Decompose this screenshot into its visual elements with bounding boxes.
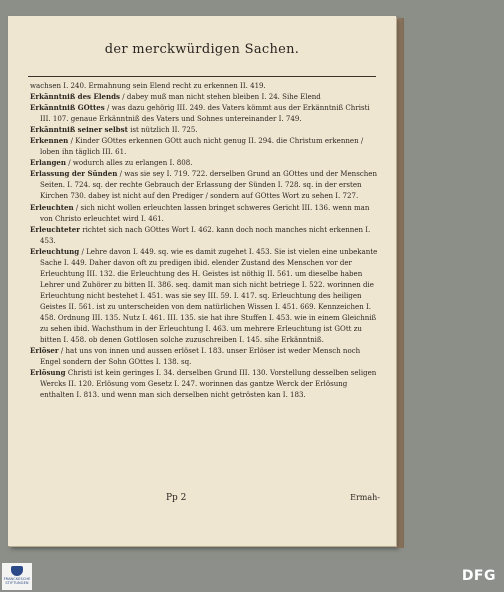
dfg-logo[interactable]: DFG <box>461 568 496 584</box>
entry-text: / Lehre davon I. 449. sq. wie es damit zugehet I. 453. Sie ist vielen eine unbekante Sache I. 449. Daher davon oft zu predigen ibid. elender Zustand des Menschen vor der Erleuchtung III. 132. die Erleuchtung des H. Geistes ist nöthig II. 561. um dieselbe haben Lehrer und Zuhörer zu bitten II. 386. seq. damit man sich nicht betriege I. 522. worinnen die Erleuchtung nicht bestehet I. 451. was sie sey III. 59. I. 417. sq. Erleuchtung des heiligen Geistes II. 561. ist zu unterscheiden von dem natürlichen Wissen I. 451. 669. Kennzeichen I. 458. Ordnung III. 135. Nutz I. 461. III. 135. sie hat ihre Stuffen I. 453. wie in einem Gleichniß zu sehen ibid. Wachsthum in der Erleuchtung I. 463. um mehrere Erleuchtung ist GOtt zu bitten I. 458. ob denen Gottlosen solche zuzuschreiben I. 145. sihe Erkänntniß. <box>40 246 378 345</box>
entry-headword: Erlösung <box>30 368 66 378</box>
entry-headword: Erlangen <box>30 158 66 168</box>
entry-text: / was sie sey I. 719. 722. derselben Grund an GOttes und der Menschen Seiten. I. 724. sq. der rechte Gebrauch der Erlassung der Sünden I. 728. sq. in der ersten Kirchen 730. dabey ist nicht auf den Prediger / sondern auf GOttes Wort zu sehen I. 727. <box>40 169 378 201</box>
entry-text: / was dazu gehörig III. 249. des Vaters kömmt aus der Erkänntniß Christi III. 107. genaue Erkänntniß des Vaters und Sohnes untereinander I. 749. <box>40 103 370 124</box>
catchword: Ermah- <box>350 493 380 502</box>
signature-mark: Pp 2 <box>166 493 187 503</box>
entry-text: / hat uns von innen und aussen erlöset I. 183. unser Erlöser ist weder Mensch noch Engel sondern der Sohn GOttes I. 138. sq. <box>40 346 361 367</box>
entry-headword: Erkennen <box>30 136 69 146</box>
index-entry <box>30 168 382 201</box>
entry-text: / dabey muß man nicht stehen bleiben I. 24. Sihe Elend <box>122 92 321 102</box>
entry-headword: Erleuchtung <box>30 246 80 256</box>
entry-text: wachsen I. 240. Ermahnung sein Elend recht zu erkennen II. 419. <box>30 81 266 90</box>
logo-caption: FRANCKESCHE STIFTUNGEN <box>3 577 31 585</box>
page-edge <box>396 18 404 548</box>
index-entry <box>30 224 382 246</box>
index-entry <box>30 124 382 135</box>
index-entry <box>30 202 382 224</box>
entry-headword: Erkänntniß seiner selbst <box>30 125 128 135</box>
index-entry <box>30 102 382 124</box>
index-entry <box>30 135 382 157</box>
page-header: der merckwürdigen Sachen. <box>104 42 300 57</box>
index-entry <box>30 80 382 91</box>
entry-text: Christi ist kein geringes I. 34. derselben Grund III. 130. Vorstellung desselben seligen Wercks II. 120. Erlösung vom Gesetz I. 247. worinnen das gantze Werck der Erlösung enthalten I. 813. und wenn man sich derselben nicht getrösten kan I. 183. <box>40 368 377 400</box>
entry-headword: Erleuchteter <box>30 224 80 234</box>
entry-headword: Erleuchten <box>30 202 74 212</box>
index-entry <box>30 345 382 367</box>
index-entries <box>30 80 382 400</box>
scanned-page <box>8 16 396 546</box>
entry-headword: Erlöser <box>30 346 59 356</box>
entry-headword: Erlassung der Sünden <box>30 169 118 179</box>
entry-text: / wodurch alles zu erlangen I. 808. <box>68 158 193 168</box>
entry-headword: Erkänntniß des Elends <box>30 92 121 102</box>
index-entry <box>30 157 382 168</box>
entry-text: ist nützlich II. 725. <box>130 125 198 135</box>
entry-text: richtet sich nach GOttes Wort I. 462. kann doch noch manches nicht erkennen I. 453. <box>40 224 371 245</box>
entry-text: / sich nicht wollen erleuchten lassen bringet schweres Gericht III. 136. wenn man von Christo erleuchtet wird I. 461. <box>40 202 370 223</box>
page-footer <box>8 493 396 507</box>
index-entry <box>30 246 382 345</box>
index-entry <box>30 367 382 400</box>
crest-icon <box>11 566 23 576</box>
viewer-bottom-bar <box>0 561 504 592</box>
entry-text: / Kinder GOttes erkennen GOtt auch nicht genug II. 294. die Christum erkennen / loben ihn täglich III. 61. <box>40 136 364 157</box>
index-entry <box>30 91 382 102</box>
francke-foundation-logo[interactable] <box>2 563 32 590</box>
header-rule <box>28 76 376 77</box>
entry-headword: Erkänntniß GOttes <box>30 103 105 113</box>
